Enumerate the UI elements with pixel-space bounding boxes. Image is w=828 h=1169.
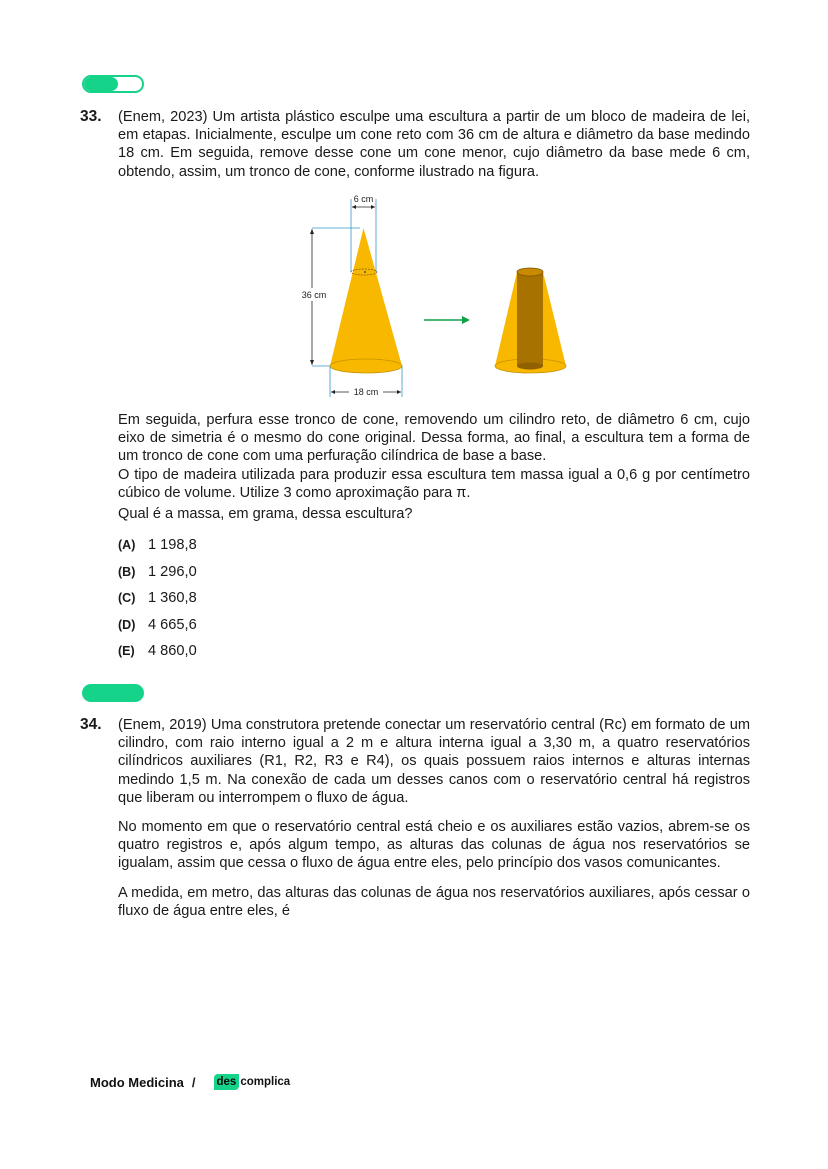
option-d[interactable]: (D) 4 665,6 <box>118 616 197 633</box>
question-34 <box>80 716 750 920</box>
question-33-continuation <box>118 411 750 523</box>
label-base-diameter: 18 cm <box>353 387 379 397</box>
paragraph-perfuration: Em seguida, perfura esse tronco de cone, removendo um cilindro reto, de diâmetro 6 cm, cujo eixo de simetria é o mesmo do cone original. Dessa forma, ao final, a escultura tem a forma de um tronco de cone com uma perfuração cilíndrica de base a base. <box>118 412 750 465</box>
cone-shape <box>330 228 402 366</box>
option-e[interactable]: (E) 4 860,0 <box>118 643 197 660</box>
question-prompt: Qual é a massa, em grama, dessa escultura? <box>118 506 413 523</box>
paragraph-registers: No momento em que o reservatório central está cheio e os auxiliares estão vazios, abrem-se os quatro registros e, após algum tempo, as alturas das colunas de água nos reservatórios se igualam, assim que cessa o fluxo de água entre eles, pelo princípio dos vasos comunicantes. <box>118 819 750 872</box>
question-number: 34. <box>80 716 102 733</box>
question-intro: (Enem, 2023) Um artista plástico esculpe uma escultura a partir de um bloco de madeira de lei, em etapas. Inicialmente, esculpe um cone reto com 36 cm de altura e diâmetro da base medindo 18 cm. Em seguida, remove desse cone um cone menor, cujo diâmetro da base mede 6 cm, obtendo, assim, um tronco de cone, conforme ilustrado na figura. <box>118 109 750 180</box>
question-33 <box>80 108 750 181</box>
progress-pill <box>82 75 144 93</box>
question-prompt: A medida, em metro, das alturas das colunas de água nos reservatórios auxiliares, após cessar o fluxo de água entre eles, é <box>118 884 750 919</box>
answer-options <box>118 532 197 665</box>
section-pill <box>82 684 144 702</box>
question-number: 33. <box>80 108 102 125</box>
paragraph-reservoir: (Enem, 2019) Uma construtora pretende conectar um reservatório central (Rc) em formato de um cilindro, com raio interno igual a 2 m e altura interna igual a 3,30 m, a quatro reservatórios cilíndricos auxiliares (R1, R2, R3 e R4), os quais possuem raios internos e alturas internas medindo 1,5 m. Na conexão de cada um desses canos com o reservatório central há registros que liberam ou interrompem o fluxo de água. <box>118 717 750 806</box>
option-b[interactable]: (B) 1 296,0 <box>118 563 197 580</box>
paragraph-density: O tipo de madeira utilizada para produzir essa escultura tem massa igual a 0,6 g por centímetro cúbico de volume. Utilize 3 como aproximação para π. <box>118 466 750 501</box>
footer-brand: Modo Medicina <box>90 1074 184 1090</box>
label-top-diameter: 6 cm <box>353 194 374 204</box>
footer-slash: / <box>191 1074 196 1090</box>
cone-figure <box>290 190 590 400</box>
option-a[interactable]: (A) 1 198,8 <box>118 537 197 554</box>
descomplica-logo: des complica <box>214 1074 291 1090</box>
progress-pill-fill <box>84 77 118 91</box>
option-c[interactable]: (C) 1 360,8 <box>118 590 197 607</box>
footer <box>90 1074 290 1090</box>
label-height: 36 cm <box>301 290 327 300</box>
